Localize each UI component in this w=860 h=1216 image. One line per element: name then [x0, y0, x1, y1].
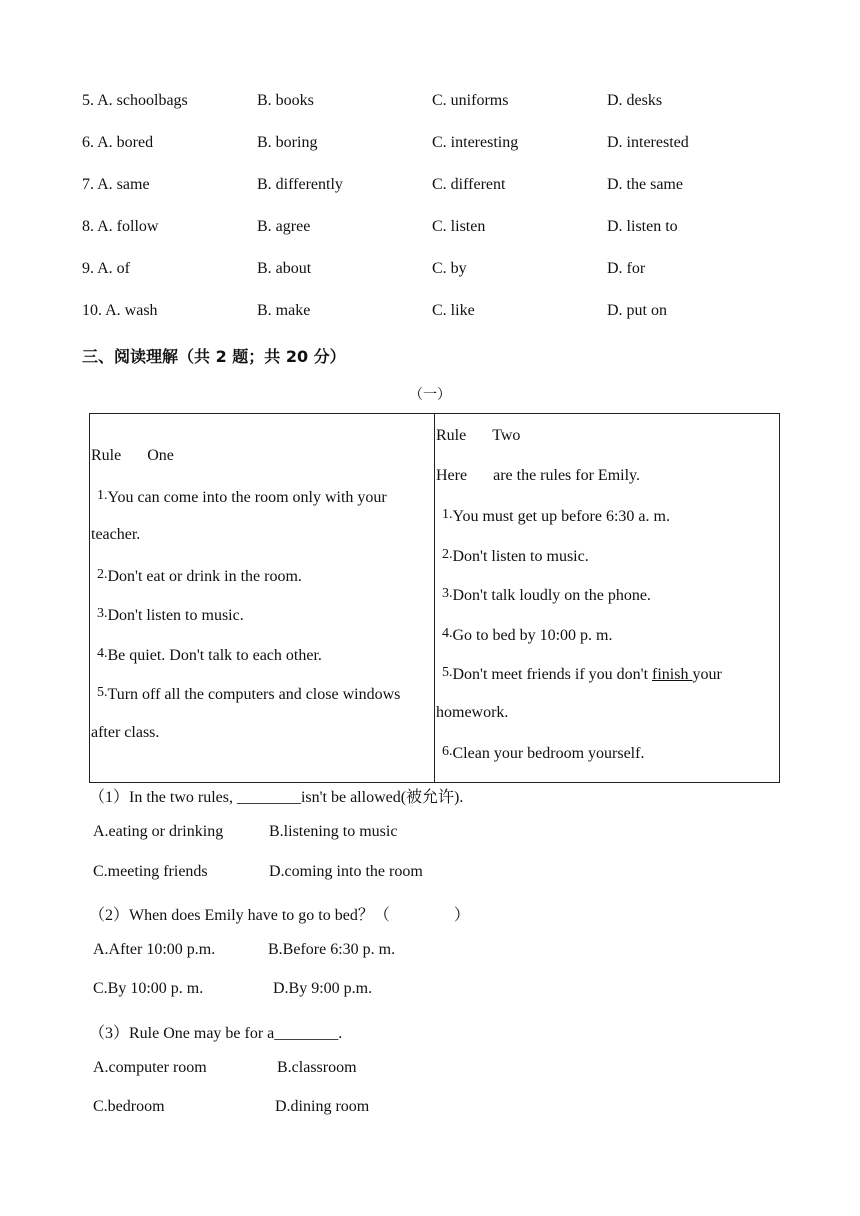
question-stem: （3）Rule One may be for a________. [89, 1024, 343, 1042]
option-a: 6. A. bored [82, 134, 154, 151]
option-a: 7. A. same [82, 176, 150, 193]
answer-option: C.bedroom [93, 1098, 165, 1116]
rule-item: 3.Don't listen to music. [97, 606, 244, 624]
rule-two-intro: Here are the rules for Emily. [436, 466, 640, 484]
option-row [82, 218, 782, 260]
rule-item: 2.Don't listen to music. [442, 546, 589, 565]
option-a: 10. A. wash [82, 302, 158, 319]
underlined-word: finish [652, 666, 693, 683]
answer-option: A.eating or drinking [93, 823, 224, 841]
option-d: D. desks [607, 92, 663, 109]
rule-item: 5.Turn off all the computers and close windows [97, 685, 401, 703]
option-a: 9. A. of [82, 260, 130, 277]
option-c: C. by [432, 260, 467, 277]
answer-option: D.dining room [275, 1098, 370, 1116]
answer-row [89, 863, 789, 902]
option-row [82, 176, 782, 218]
option-c: C. interesting [432, 134, 519, 151]
answer-row [89, 1098, 789, 1137]
option-row [82, 134, 782, 176]
rule-item-continued: teacher. [91, 526, 141, 543]
rule-item-continued: after class. [91, 723, 160, 741]
multiple-choice-options [82, 92, 782, 344]
option-b: B. agree [257, 218, 311, 235]
answer-option: B.classroom [277, 1059, 357, 1077]
option-row [82, 92, 782, 134]
rule-two-cell [435, 414, 780, 783]
rule-item-continued: homework. [436, 703, 509, 721]
passage-number: （一） [409, 388, 451, 403]
option-d: D. interested [607, 134, 689, 151]
option-d: D. put on [607, 302, 667, 319]
rule-one-cell [90, 414, 435, 783]
answer-option: C.meeting friends [93, 862, 208, 880]
option-c: C. like [432, 302, 475, 319]
reading-questions [89, 784, 789, 1138]
option-c: C. listen [432, 218, 486, 235]
option-b: B. books [257, 92, 314, 109]
answer-row [89, 823, 789, 862]
answer-row [89, 980, 789, 1019]
option-b: B. differently [257, 176, 343, 193]
option-b: B. make [257, 302, 311, 319]
rule-item: 1.You can come into the room only with your [97, 487, 387, 506]
rule-two-title: Rule Two [436, 427, 521, 444]
rule-one-title: Rule One [91, 447, 174, 464]
section-title: 三、阅读理解（共 2 题；共 20 分） [82, 347, 346, 366]
option-a: 8. A. follow [82, 218, 159, 235]
answer-option: B.Before 6:30 p. m. [268, 941, 396, 959]
rule-item: 4.Go to bed by 10:00 p. m. [442, 625, 613, 644]
rule-item: 5.Don't meet friends if you don't finish your [442, 665, 722, 683]
option-c: C. uniforms [432, 92, 509, 109]
answer-option: A.After 10:00 p.m. [93, 941, 216, 959]
answer-option: B.listening to music [269, 823, 398, 841]
answer-row [89, 941, 789, 980]
answer-row [89, 1059, 789, 1098]
option-d: D. for [607, 260, 646, 277]
option-b: B. about [257, 260, 312, 277]
option-a: 5. A. schoolbags [82, 92, 188, 109]
rule-item: 6.Clean your bedroom yourself. [442, 744, 645, 762]
option-row [82, 302, 782, 344]
rule-item: 2.Don't eat or drink in the room. [97, 566, 302, 585]
option-d: D. the same [607, 176, 683, 193]
question-stem: （2）When does Emily have to go to bed？（ ） [89, 906, 470, 924]
question-stem: （1）In the two rules, ________isn't be allowed(被允许). [89, 789, 464, 806]
option-c: C. different [432, 176, 506, 193]
answer-option: C.By 10:00 p. m. [93, 980, 204, 998]
rule-item: 3.Don't talk loudly on the phone. [442, 586, 651, 604]
option-row [82, 260, 782, 302]
option-b: B. boring [257, 134, 318, 151]
rule-item: 1.You must get up before 6:30 a. m. [442, 507, 670, 525]
answer-option: A.computer room [93, 1059, 207, 1077]
rules-table [89, 413, 780, 783]
option-d: D. listen to [607, 218, 678, 235]
answer-option: D.By 9:00 p.m. [273, 980, 373, 998]
answer-option: D.coming into the room [269, 862, 423, 880]
rule-item: 4.Be quiet. Don't talk to each other. [97, 645, 322, 664]
